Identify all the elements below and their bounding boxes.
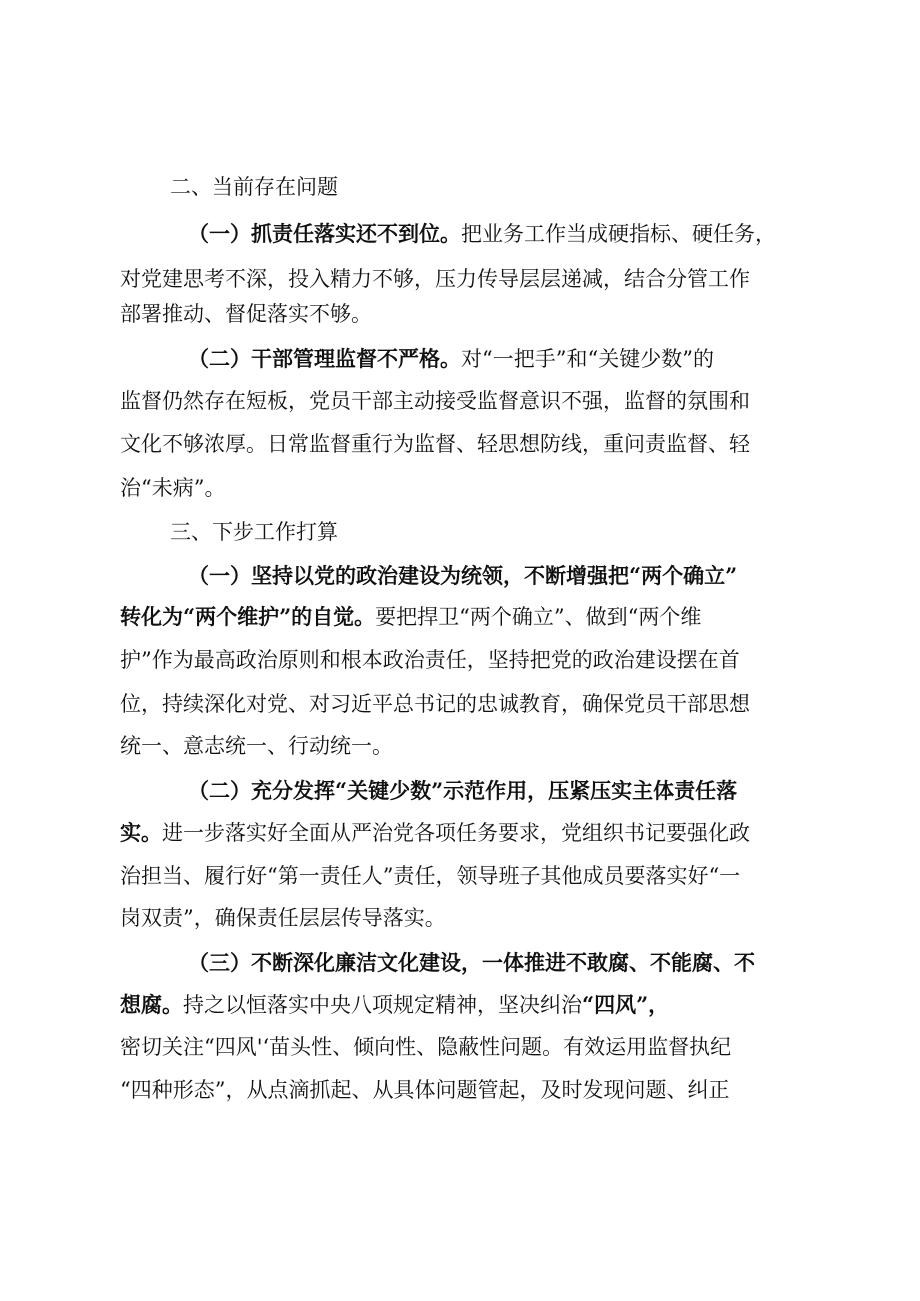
item-text: 持之以恒落实中央八项规定精神，坚决纠治: [183, 993, 582, 1017]
paragraph-line: 护”作为最高政治原则和根本政治责任，坚持把党的政治建设摆在首: [120, 648, 740, 672]
item-text: 要把捍卫“两个确立”、做到“两个维: [375, 605, 702, 629]
paragraph-line: [120, 602, 920, 632]
paragraph-line: 位，持续深化对党、对习近平总书记的忠诚教育，确保党员干部思想: [120, 692, 750, 716]
paragraph-line: 文化不够浓厚。日常监督重行为监督、轻思想防线，重问责监督、轻: [120, 432, 750, 456]
paragraph-line: [120, 990, 920, 1020]
paragraph-line: 部署推动、督促落实不够。: [120, 302, 372, 326]
item-lead: （一）坚持以党的政治建设为统领，不断增强把“两个确立”: [188, 563, 738, 588]
item-text: 对“一把手”和“关键少数”的: [461, 347, 714, 371]
paragraph-line: 治担当、履行好“第一责任人”责任，领导班子其他成员要落实好“一: [120, 864, 741, 888]
section-heading: 二、当前存在问题: [170, 175, 338, 199]
paragraph-line: 岗双责”，确保责任层层传导落实。: [120, 906, 446, 930]
paragraph-line: [188, 219, 920, 249]
item-text: 把业务工作当成硬指标、硬任务，: [461, 222, 776, 246]
item-lead: （三）不断深化廉洁文化建设，一体推进不敢腐、不能腐、不: [188, 950, 755, 975]
item-text: 进一步落实好全面从严治党各项任务要求，党组织书记要强化政: [162, 821, 750, 845]
paragraph-line: [188, 344, 920, 374]
section-heading: 三、下步工作打算: [170, 520, 338, 544]
paragraph-line: 治“未病”。: [120, 476, 226, 500]
paragraph-line: 对党建思考不深，投入精力不够，压力传导层层递减，结合分管工作: [120, 267, 750, 291]
paragraph-line: 监督仍然存在短板，党员干部主动接受监督意识不强，监督的氛围和: [120, 389, 750, 413]
paragraph-line: [120, 818, 920, 848]
item-lead: （一）抓责任落实还不到位。: [188, 221, 461, 246]
paragraph-line: 密切关注“四风'‘苗头性、倾向性、隐蔽性问题。有效运用监督执纪: [120, 1035, 732, 1059]
item-lead: 转化为“两个维护”的自觉。: [120, 604, 376, 629]
item-lead: （二）干部管理监督不严格。: [188, 346, 461, 371]
item-lead: 实。: [120, 820, 162, 845]
item-text-emphasis: “四风”，: [582, 992, 670, 1017]
paragraph-line: 统一、意志统一、行动统一。: [120, 734, 393, 758]
paragraph-line: “四种形态”，从点滴抓起、从具体问题管起，及时发现问题、纠正: [120, 1078, 730, 1102]
item-lead: 想腐。: [120, 992, 183, 1017]
item-lead: （二）充分发挥“关键少数”示范作用，压紧压实主体责任落: [188, 778, 738, 803]
